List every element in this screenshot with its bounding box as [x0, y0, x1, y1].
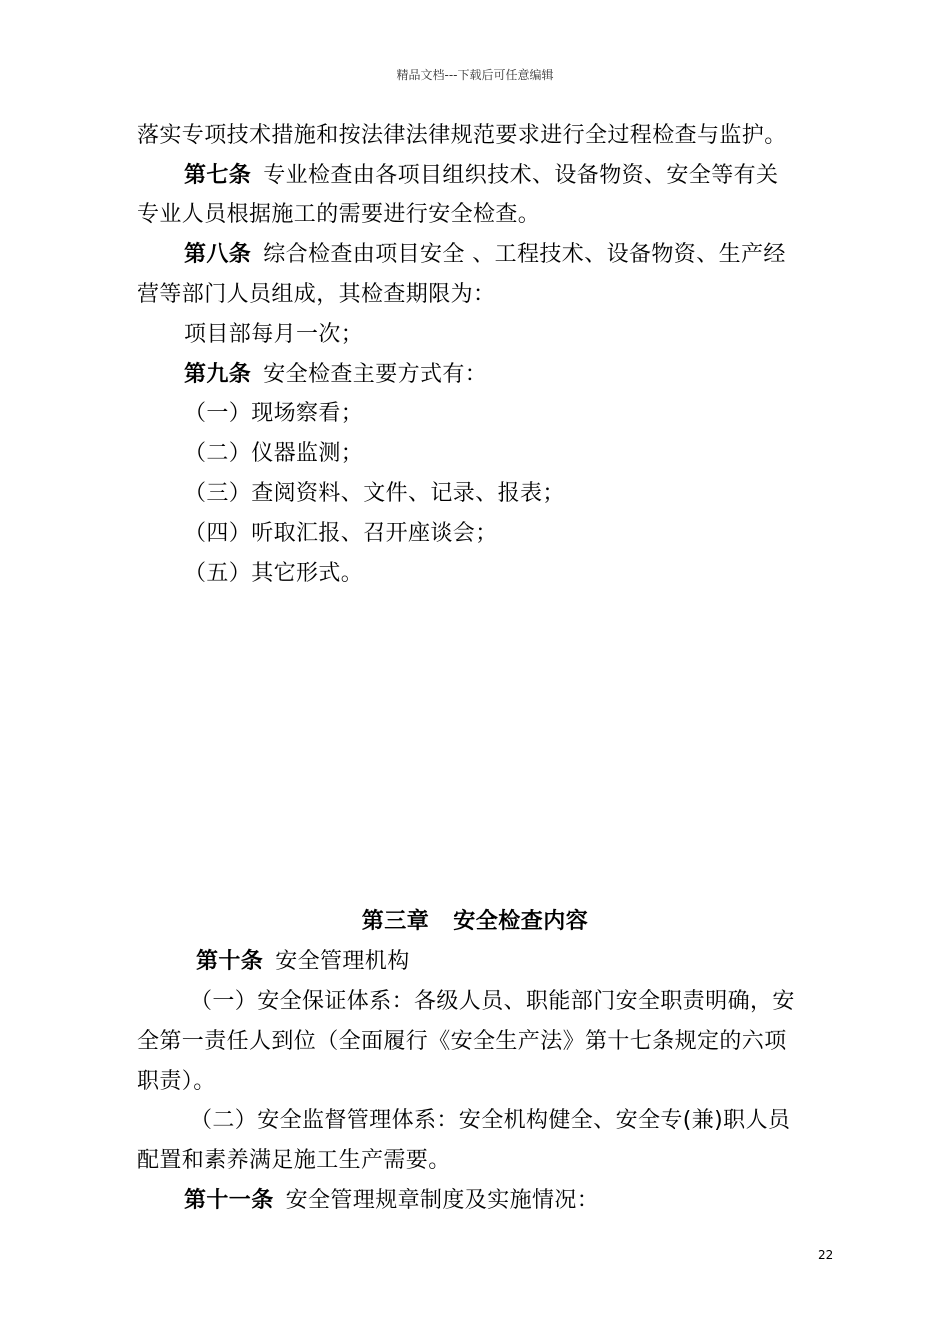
text-line: 配置和素养满足施工生产需要。	[137, 1148, 451, 1173]
article-title: 第十条	[196, 949, 264, 974]
article-text: 安全管理规章制度及实施情况：	[285, 1188, 600, 1213]
article-title: 第十一条	[184, 1188, 274, 1213]
text-line: 落实专项技术措施和按法律法律规范要求进行全过程检查与监护。	[137, 123, 787, 148]
article-text: 安全检查主要方式有：	[263, 362, 488, 387]
article-text: 安全管理机构	[275, 949, 410, 974]
method-item: （四）听取汇报、召开座谈会；	[184, 521, 498, 546]
text-line: （二）安全监督管理体系：安全机构健全、安全专(兼)职人员	[190, 1108, 791, 1133]
article-text: 综合检查由项目安全 、工程技术、设备物资、生产经	[263, 242, 786, 267]
page-header: 精品文档---下载后可任意编辑	[396, 68, 554, 82]
text-line: 项目部每月一次；	[184, 322, 364, 347]
method-item: （三）查阅资料、文件、记录、报表；	[184, 481, 565, 506]
chapter-title: 安全检查内容	[453, 909, 589, 934]
article-title: 第七条	[184, 163, 252, 188]
article-title: 第八条	[184, 242, 252, 267]
text-line: 营等部门人员组成，其检查期限为：	[137, 282, 496, 307]
page-number: 22	[818, 1248, 834, 1262]
text-line: 职责）。	[137, 1069, 216, 1094]
article-text: 专业检查由各项目组织技术、设备物资、安全等有关	[263, 163, 779, 188]
method-item: （二）仪器监测；	[184, 441, 364, 466]
chapter-number: 第三章	[361, 909, 430, 934]
text-line: （一）安全保证体系：各级人员、职能部门安全职责明确，安	[190, 989, 795, 1014]
text-line: 全第一责任人到位（全面履行《安全生产法》第十七条规定的六项	[137, 1029, 787, 1054]
article-8	[184, 240, 786, 270]
article-11	[184, 1186, 599, 1216]
text-line: 专业人员根据施工的需要进行安全检查。	[137, 202, 541, 227]
article-7	[184, 161, 778, 191]
method-item: （五）其它形式。	[184, 561, 364, 586]
article-9	[184, 360, 487, 390]
article-10	[196, 947, 410, 977]
method-item: （一）现场察看；	[184, 401, 364, 426]
article-title: 第九条	[184, 362, 252, 387]
chapter-heading	[0, 907, 950, 937]
